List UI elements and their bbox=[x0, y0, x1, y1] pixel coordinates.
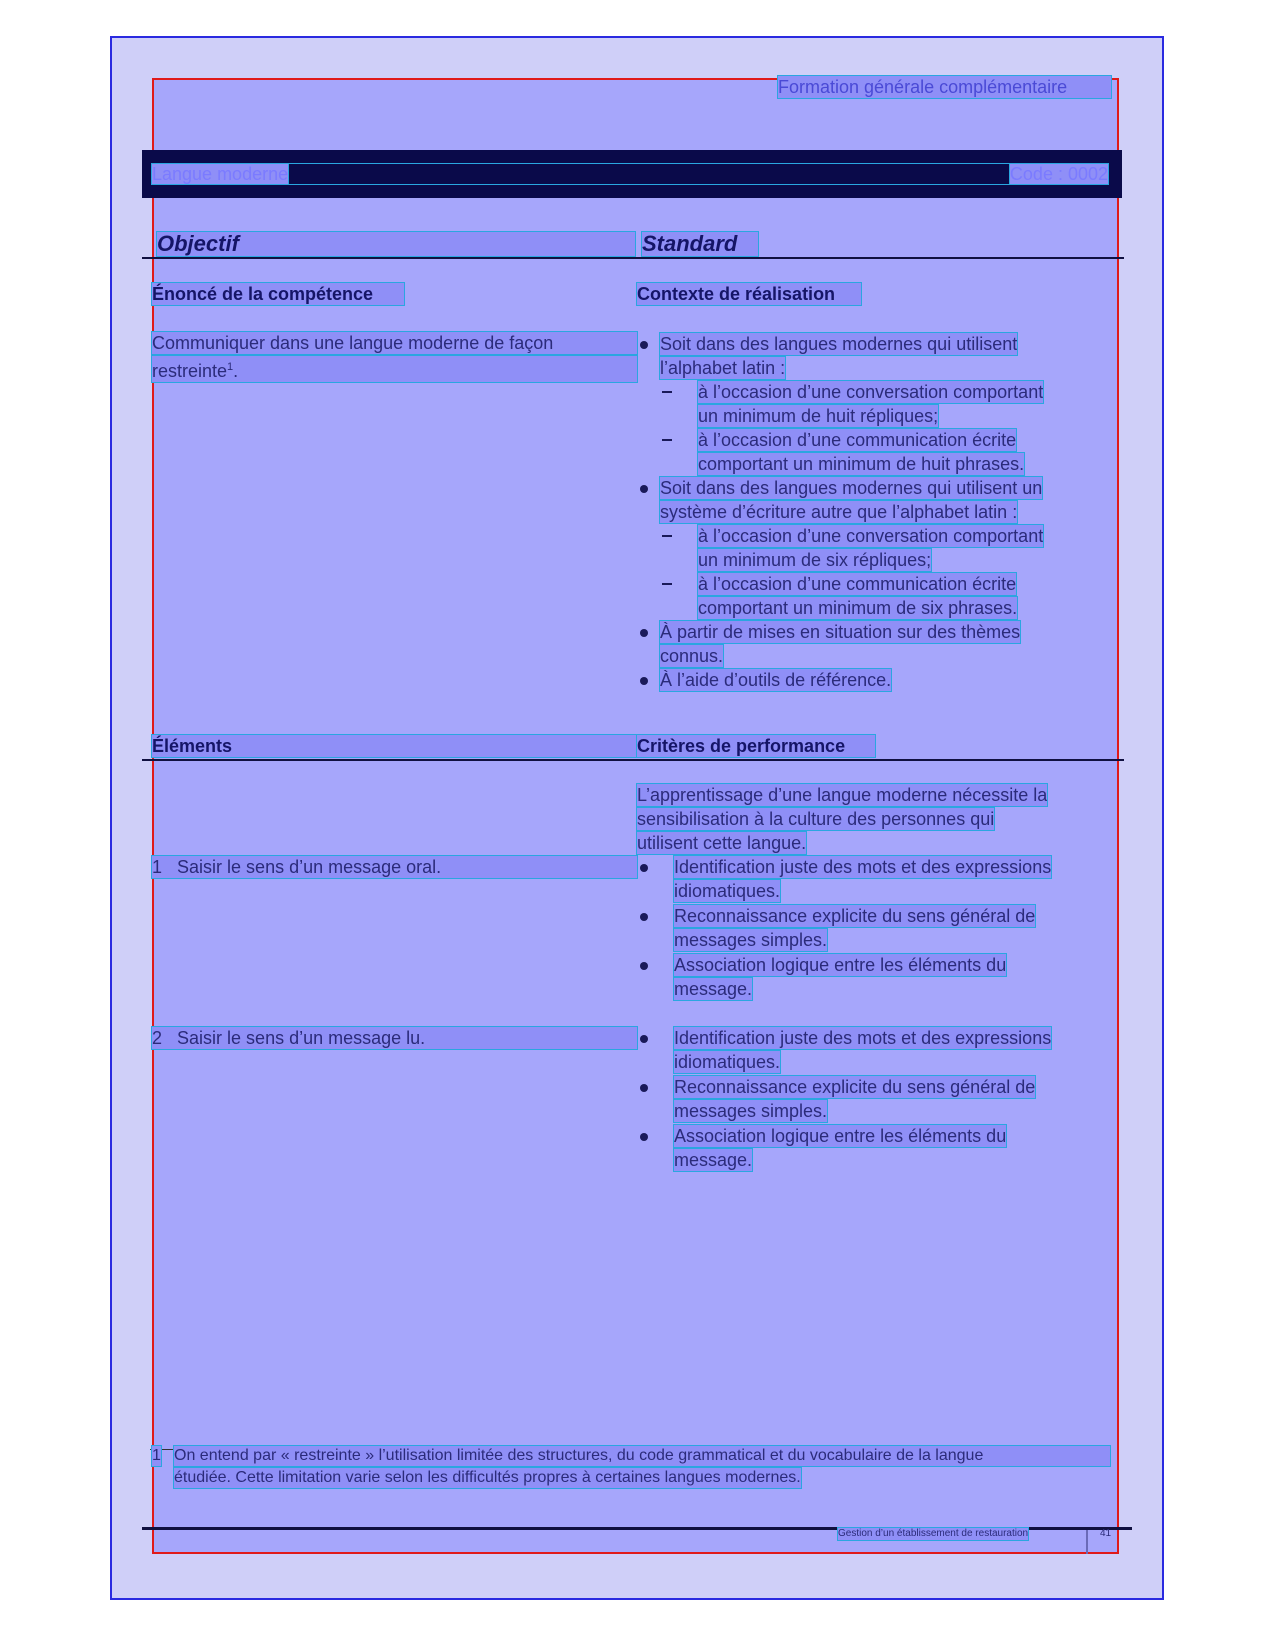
subject-title: Langue moderne bbox=[152, 164, 289, 184]
dash-icon bbox=[662, 583, 672, 585]
element-item-1 bbox=[152, 856, 637, 878]
criteria-heading: Critères de performance bbox=[637, 735, 875, 757]
context-line: À l’aide d’outils de référence. bbox=[660, 670, 892, 690]
context-line: à l’occasion d’une communication écrite bbox=[698, 430, 1017, 450]
competence-text-line1: Communiquer dans une langue moderne de façon bbox=[152, 332, 637, 354]
title-bar bbox=[142, 150, 1122, 198]
competence-text-end: . bbox=[233, 361, 239, 381]
element-text: Saisir le sens d’un message lu. bbox=[177, 1028, 426, 1048]
bullet-icon bbox=[640, 864, 648, 872]
section-rule bbox=[142, 257, 1124, 259]
criteria-intro-line: utilisent cette langue. bbox=[637, 833, 807, 853]
context-line: Soit dans des langues modernes qui utilisent bbox=[660, 334, 1018, 354]
criteria-intro-line: L’apprentissage d’une langue moderne nécessite la bbox=[637, 785, 1048, 805]
criteria-line: message. bbox=[674, 979, 753, 999]
dash-icon bbox=[662, 439, 672, 441]
element-text: Saisir le sens d’un message oral. bbox=[177, 857, 442, 877]
context-line: connus. bbox=[660, 646, 724, 666]
footnote-number: 1 bbox=[152, 1447, 161, 1464]
bullet-icon bbox=[640, 913, 648, 921]
context-line: un minimum de huit répliques; bbox=[698, 406, 939, 426]
footnote-line2: étudiée. Cette limitation varie selon les difficultés propres à certaines langues modernes. bbox=[174, 1469, 801, 1486]
context-line: système d’écriture autre que l’alphabet latin : bbox=[660, 502, 1018, 522]
bullet-icon bbox=[640, 962, 648, 970]
footnote-ref: 1 bbox=[227, 361, 234, 373]
competence-text-word: restreinte bbox=[152, 361, 228, 381]
context-line: À partir de mises en situation sur des thèmes bbox=[660, 622, 1021, 642]
context-line: l’alphabet latin : bbox=[660, 358, 786, 378]
criteria-line: messages simples. bbox=[674, 930, 828, 950]
element-item-2 bbox=[152, 1027, 637, 1049]
section-rule bbox=[142, 759, 1124, 761]
context-line: comportant un minimum de huit phrases. bbox=[698, 454, 1025, 474]
element-number: 2 bbox=[152, 1028, 163, 1048]
standard-heading: Standard bbox=[642, 232, 758, 256]
element-number: 1 bbox=[152, 857, 163, 877]
course-code: Code : 0002 bbox=[1009, 164, 1108, 184]
dash-icon bbox=[662, 391, 672, 393]
bullet-icon bbox=[640, 677, 648, 685]
criteria-line: Association logique entre les éléments du bbox=[674, 1126, 1007, 1146]
program-header: Formation générale complémentaire bbox=[778, 76, 1111, 98]
page-number: 41 bbox=[1100, 1528, 1112, 1539]
criteria-line: Association logique entre les éléments du bbox=[674, 955, 1007, 975]
context-line: à l’occasion d’une communication écrite bbox=[698, 574, 1017, 594]
bullet-icon bbox=[640, 341, 648, 349]
elements-heading: Éléments bbox=[152, 735, 637, 757]
context-line: comportant un minimum de six phrases. bbox=[698, 598, 1018, 618]
criteria-line: messages simples. bbox=[674, 1101, 828, 1121]
criteria-line: Reconnaissance explicite du sens général de bbox=[674, 906, 1036, 926]
footer-divider bbox=[1086, 1530, 1088, 1554]
bullet-icon bbox=[640, 1084, 648, 1092]
criteria-intro-line: sensibilisation à la culture des personnes qui bbox=[637, 809, 995, 829]
context-line: un minimum de six répliques; bbox=[698, 550, 932, 570]
context-line: à l’occasion d’une conversation comportant bbox=[698, 526, 1044, 546]
bullet-icon bbox=[640, 485, 648, 493]
criteria-line: message. bbox=[674, 1150, 753, 1170]
context-line: à l’occasion d’une conversation comportant bbox=[698, 382, 1044, 402]
context-heading: Contexte de réalisation bbox=[637, 283, 861, 305]
criteria-line: Identification juste des mots et des expressions bbox=[674, 857, 1052, 877]
dash-icon bbox=[662, 535, 672, 537]
footer-text: Gestion d’un établissement de restauration bbox=[838, 1528, 1029, 1539]
criteria-line: idiomatiques. bbox=[674, 881, 781, 901]
competence-heading: Énoncé de la compétence bbox=[152, 283, 404, 305]
criteria-line: Identification juste des mots et des expressions bbox=[674, 1028, 1052, 1048]
criteria-line: Reconnaissance explicite du sens général de bbox=[674, 1077, 1036, 1097]
bullet-icon bbox=[640, 1035, 648, 1043]
bullet-icon bbox=[640, 629, 648, 637]
bullet-icon bbox=[640, 1133, 648, 1141]
context-line: Soit dans des langues modernes qui utilisent un bbox=[660, 478, 1043, 498]
objective-heading: Objectif bbox=[157, 232, 635, 256]
competence-text-line2 bbox=[152, 356, 637, 382]
criteria-line: idiomatiques. bbox=[674, 1052, 781, 1072]
footnote-line1: On entend par « restreinte » l’utilisation limitée des structures, du code grammatical et du vocabulaire de la langue bbox=[174, 1446, 1110, 1466]
